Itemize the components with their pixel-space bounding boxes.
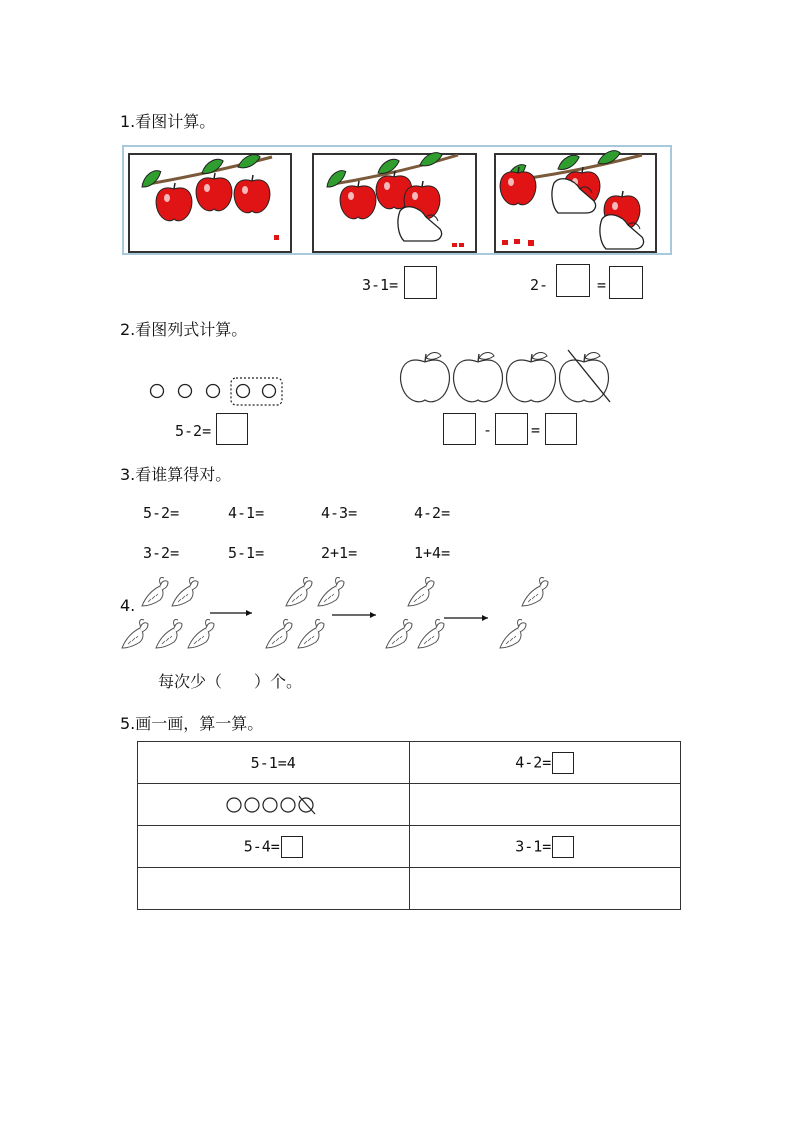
q5-title: 5.画一画，算一算。	[120, 714, 264, 733]
q5-answer-box-4[interactable]	[552, 836, 574, 858]
q2-answer-box-2[interactable]	[443, 413, 476, 445]
q1-equation-2-left: 2-	[530, 276, 549, 294]
q5-table	[137, 741, 681, 910]
q5-answer-box-2[interactable]	[552, 752, 574, 774]
q3-row1-item-3: 4-3=	[321, 504, 358, 522]
q5-cell-r1c1	[138, 742, 410, 784]
table-row	[138, 868, 681, 910]
q4-carrot-sequence	[118, 574, 558, 660]
q5-cell-r2c2[interactable]	[409, 784, 681, 826]
q1-equation-2-equals: =	[597, 276, 607, 294]
q1-apple-pictures	[122, 145, 672, 255]
table-row	[138, 784, 681, 826]
q2-circles	[145, 376, 285, 408]
q5-cell-r2c1	[138, 784, 410, 826]
q1-equation-1: 3-1=	[362, 276, 399, 294]
q2-title: 2.看图列式计算。	[120, 320, 248, 339]
q1-answer-box-1[interactable]	[404, 266, 437, 299]
q5-cell-r4c1[interactable]	[138, 868, 410, 910]
q3-row1-item-1: 5-2=	[143, 504, 180, 522]
q5-example-circles	[225, 795, 321, 815]
q5-cell-r4c2[interactable]	[409, 868, 681, 910]
q2-apple-outlines	[398, 348, 614, 404]
q5-cell-r3c2	[409, 826, 681, 868]
q5-answer-box-3[interactable]	[281, 836, 303, 858]
q1-title: 1.看图计算。	[120, 112, 216, 131]
q4-number: 4.	[120, 596, 136, 615]
q3-row2-item-3: 2+1=	[321, 544, 358, 562]
q3-row2-item-2: 5-1=	[228, 544, 265, 562]
q2-minus: -	[483, 421, 493, 439]
q3-title: 3.看谁算得对。	[120, 465, 232, 484]
q3-row1-item-4: 4-2=	[414, 504, 451, 522]
q5-equation-2: 4-2=	[515, 753, 552, 771]
q5-equation-4: 3-1=	[515, 837, 552, 855]
q2-answer-box-4[interactable]	[545, 413, 577, 445]
q2-answer-box-3[interactable]	[495, 413, 528, 445]
q5-cell-r1c2	[409, 742, 681, 784]
q4-question-text: 每次少（ ）个。	[158, 672, 303, 691]
table-row	[138, 826, 681, 868]
table-row	[138, 742, 681, 784]
q2-equals: =	[531, 421, 541, 439]
q2-answer-box-1[interactable]	[216, 413, 248, 445]
q3-row2-item-1: 3-2=	[143, 544, 180, 562]
q1-answer-box-2[interactable]	[556, 264, 590, 297]
q1-answer-box-3[interactable]	[609, 266, 643, 299]
q3-row2-item-4: 1+4=	[414, 544, 451, 562]
q3-row1-item-2: 4-1=	[228, 504, 265, 522]
q2-equation-1: 5-2=	[175, 422, 212, 440]
q5-example-equation: 5-1=4	[250, 753, 296, 772]
q5-cell-r3c1	[138, 826, 410, 868]
q5-equation-3: 5-4=	[243, 837, 280, 855]
